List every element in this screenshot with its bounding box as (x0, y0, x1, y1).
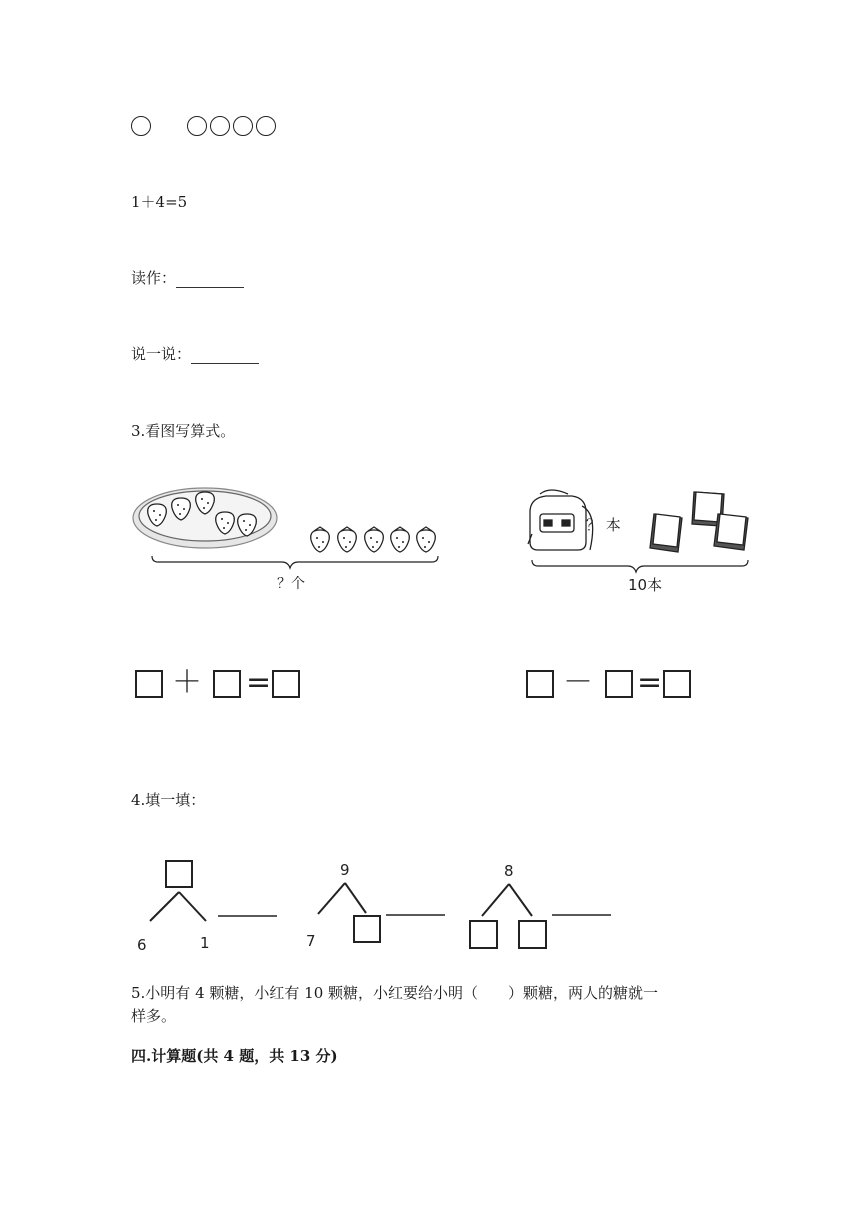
tree-3-top-number: 8 (504, 862, 514, 880)
minus-sign: － (563, 665, 593, 700)
circle-group-2 (210, 116, 230, 136)
brace (152, 556, 438, 568)
tree-2 (318, 883, 445, 942)
tree-1-right-number: 1 (200, 934, 210, 952)
brace (532, 560, 748, 572)
tree-1 (150, 861, 277, 921)
tree-1-left-number: 6 (137, 936, 147, 954)
brace-label-total: 10本 (628, 576, 663, 594)
tree-1-top-box (166, 861, 192, 887)
answer-box-sum[interactable] (272, 670, 300, 698)
loose-strawberry-4 (391, 530, 410, 552)
books (650, 492, 748, 552)
equation-text: 1＋4=5 (131, 193, 188, 211)
tree-3-left-box (470, 921, 497, 948)
circle-single (131, 116, 151, 136)
read-label: 读作： (131, 269, 177, 287)
q4-title: 4.填一填： (131, 791, 206, 809)
read-answer-blank[interactable] (176, 273, 244, 288)
number-trees (130, 850, 630, 960)
read-row (131, 268, 244, 288)
tree-2-top-number: 9 (340, 861, 350, 879)
strawberry-picture (132, 480, 447, 595)
say-row (131, 344, 259, 364)
plus-sign: ＋ (172, 665, 202, 700)
books-question-label: ？ 本 (586, 516, 621, 534)
equals-sign: = (246, 665, 272, 700)
loose-strawberries (311, 530, 436, 552)
answer-box-minuend[interactable] (526, 670, 554, 698)
answer-box-addend-2[interactable] (213, 670, 241, 698)
circle-group-3 (233, 116, 253, 136)
loose-strawberry-3 (365, 530, 384, 552)
answer-box-subtrahend[interactable] (605, 670, 633, 698)
circle-group-1 (187, 116, 207, 136)
book-3 (714, 514, 748, 550)
say-label: 说一说： (131, 345, 192, 363)
tree-2-right-box (354, 916, 380, 942)
answer-box-difference[interactable] (663, 670, 691, 698)
tree-3 (470, 884, 611, 948)
backpack (528, 490, 593, 550)
tree-3-right-box (519, 921, 546, 948)
brace-label-question: ？个 (277, 576, 305, 592)
q3-title: 3.看图写算式。 (131, 422, 236, 440)
loose-strawberry-5 (417, 530, 436, 552)
equals-sign: = (637, 665, 663, 700)
answer-box-addend-1[interactable] (135, 670, 163, 698)
q5-line-2: 样多。 (131, 1007, 177, 1025)
circle-group-4 (256, 116, 276, 136)
backpack-picture (522, 484, 762, 594)
q5-line-1: 5.小明有 4 颗糖，小红有 10 颗糖，小红要给小明（ ）颗糖，两人的糖就一 (131, 984, 659, 1002)
loose-strawberry-2 (338, 530, 357, 552)
section-4-title: 四.计算题(共 4 题，共 13 分) (131, 1047, 338, 1065)
book-1 (650, 514, 682, 552)
tree-2-left-number: 7 (306, 932, 316, 950)
loose-strawberry-1 (311, 530, 330, 552)
say-answer-blank[interactable] (191, 349, 259, 364)
